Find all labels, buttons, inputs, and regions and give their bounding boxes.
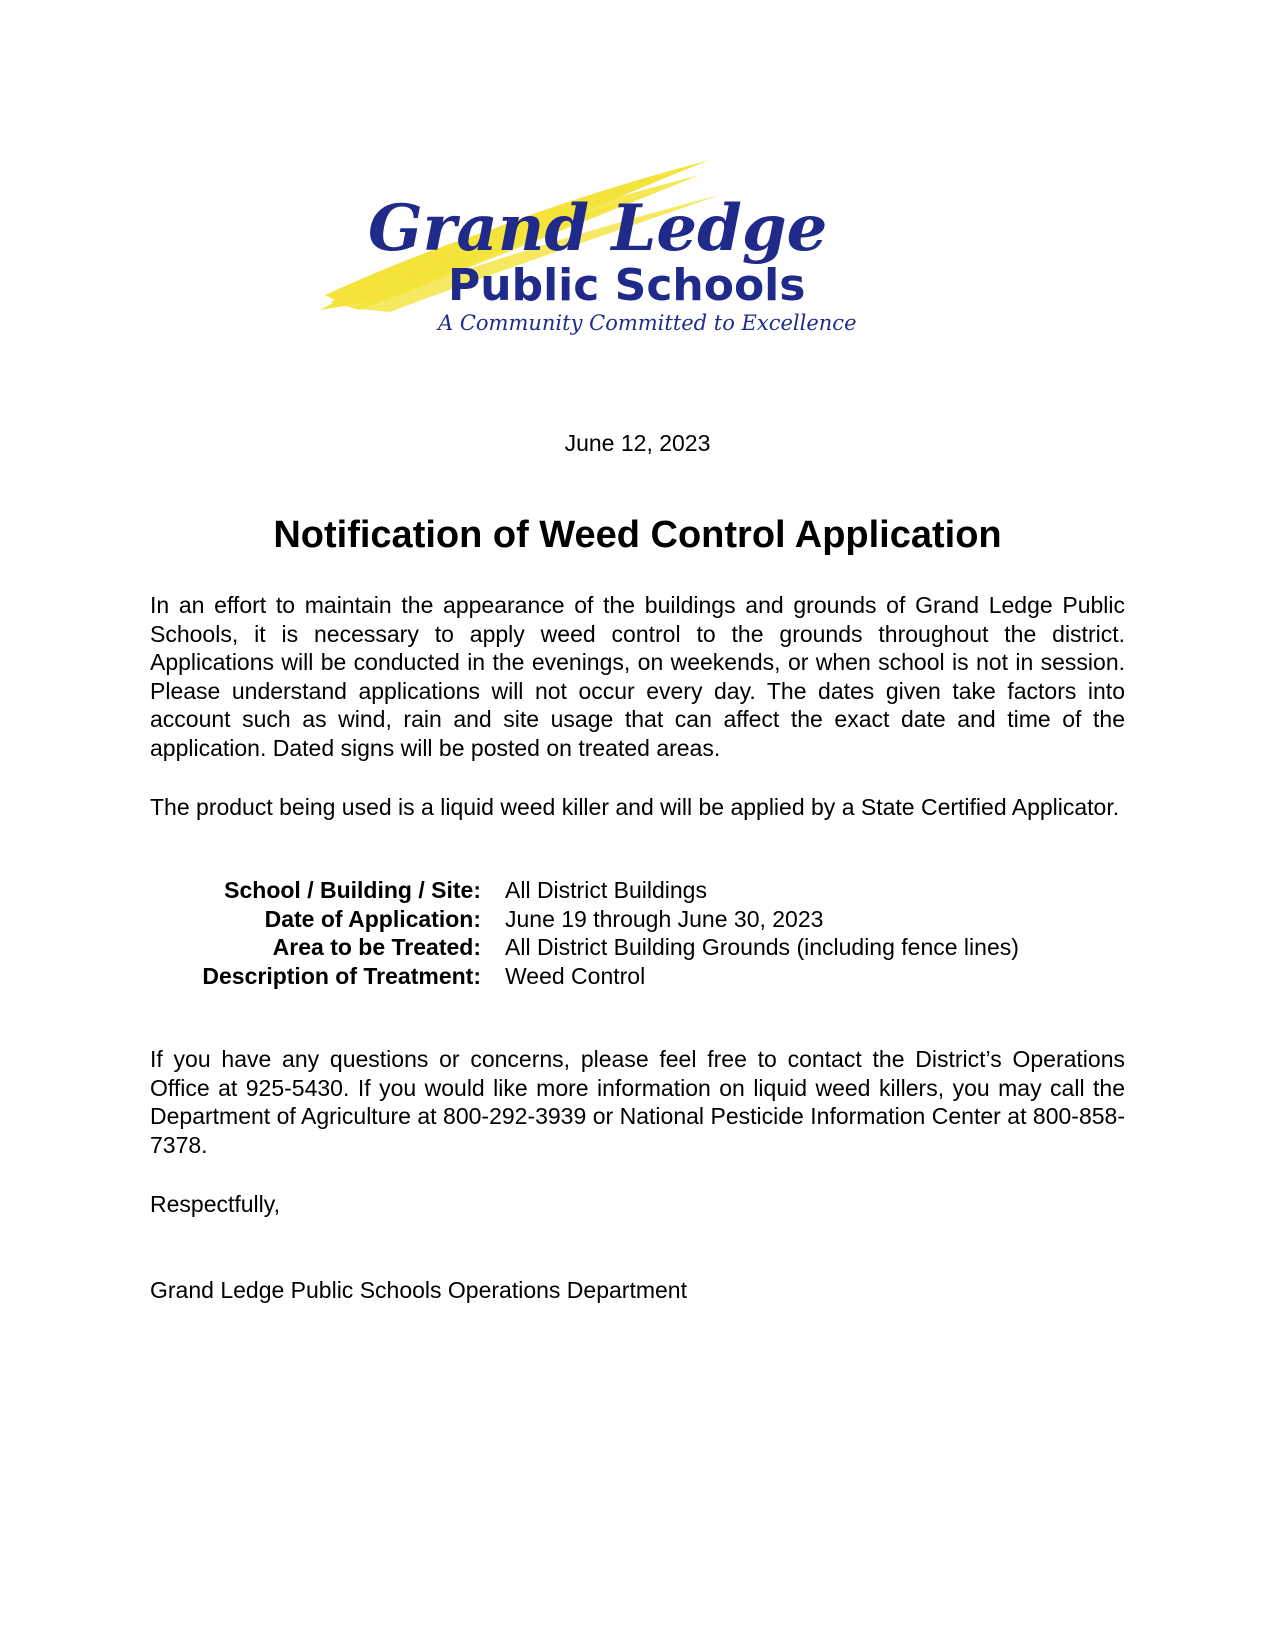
- logo-graphic: [320, 150, 920, 360]
- detail-row-area: [150, 933, 1019, 962]
- application-details: [150, 876, 1019, 990]
- logo-tagline: A Community Committed to Excellence: [438, 311, 857, 335]
- detail-value: June 19 through June 30, 2023: [505, 905, 824, 932]
- detail-row-site: [150, 876, 1019, 905]
- detail-value: All District Building Grounds (including fence lines): [505, 934, 1019, 961]
- detail-label: Area to be Treated:: [272, 934, 481, 961]
- detail-label: Description of Treatment:: [202, 962, 481, 989]
- district-logo: [320, 150, 920, 360]
- product-paragraph: The product being used is a liquid weed killer and will be applied by a State Certified Applicator.: [150, 794, 1120, 820]
- detail-value: All District Buildings: [505, 877, 707, 903]
- logo-line2: Public Schools: [448, 260, 806, 311]
- detail-row-treatment: [150, 962, 1019, 991]
- letter-title: Notification of Weed Control Application: [273, 514, 1002, 556]
- detail-row-date: [150, 905, 1019, 934]
- detail-value: Weed Control: [505, 962, 646, 989]
- closing-salutation: Respectfully,: [150, 1191, 280, 1217]
- signature-line: Grand Ledge Public Schools Operations Department: [150, 1277, 687, 1303]
- letter-date: June 12, 2023: [564, 430, 711, 456]
- logo-line1: Grand Ledge: [368, 191, 828, 266]
- detail-label: Date of Application:: [264, 905, 481, 932]
- contact-paragraph: If you have any questions or concerns, please feel free to contact the District’s Operations Office at 925-5430. If you would like more information on liquid weed killers, you may call the Department of Agriculture at 800-292-3939 or National Pesticide Information Center at 800-858-7378.: [150, 1046, 1125, 1158]
- intro-paragraph: In an effort to maintain the appearance of the buildings and grounds of Grand Ledge Public Schools, it is necessary to apply weed control to the grounds throughout the district. Applications will be conducted in the evenings, on weekends, or when school is not in session. Please understand applications will not occur every day. The dates given take factors into account such as wind, rain and site usage that can affect the exact date and time of the application. Dated signs will be posted on treated areas.: [150, 592, 1125, 761]
- detail-label: School / Building / Site:: [224, 877, 481, 903]
